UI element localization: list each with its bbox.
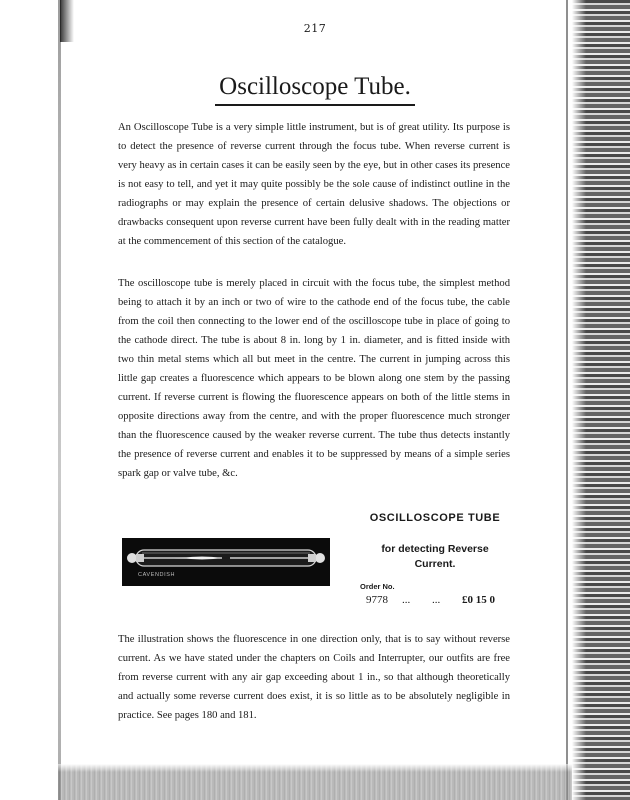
product-price: £0 15 0 [462, 594, 495, 606]
order-row [366, 594, 526, 610]
photo-label: CAVENDISH [138, 572, 176, 578]
product-subtitle-line-1: for detecting Reverse [381, 543, 489, 555]
scan-right-rule [566, 0, 568, 800]
product-subtitle-line-2: Current. [414, 558, 456, 570]
scan-right-margin [572, 0, 630, 800]
paragraph-illustration-note: The illustration shows the fluorescence in one direction only, that is to say without reverse current. As we have stated under the chapters on Coils and Interrupter, our outfits are free from reverse current with any air gap exceeding about 1 in., so that although theoretically and actually some reverse current does exist, it is so little as to be absolutely negligible in practice. See pages 180 and 181. [118, 634, 510, 721]
tube-illustration [122, 538, 330, 586]
order-number: 9778 [366, 594, 388, 606]
page-title-text: Oscilloscope Tube. [215, 72, 415, 106]
scan-left-edge [58, 0, 61, 800]
product-subtitle [350, 542, 520, 572]
scan-corner-shadow [60, 0, 74, 42]
order-number-label: Order No. [360, 582, 395, 591]
leader-dots: ... [432, 594, 441, 606]
scan-bottom-band [58, 764, 572, 800]
product-title: OSCILLOSCOPE TUBE [369, 512, 501, 524]
oscilloscope-tube-photo [122, 538, 330, 586]
paragraph-description: The oscilloscope tube is merely placed in circuit with the focus tube, the simplest method being to attach it by an inch or two of wire to the cathode end of the focus tube, the cable from the coil then connecting to the lower end of the oscilloscope tube in place of going to the cathode direct. The tube is about 8 in. long by 1 in. diameter, and is fitted inside with two thin metal stems which all but meet in the centre. The current in jumping across this little gap creates a fluorescence which appears to be blown along one stem by the passing current. If reverse current is flowing the fluorescence appears on both of the little stems in opposite directions away from the centre, and with the proper fluorescence much stronger than the fluorescence caused by the weaker reverse current. The tube thus detects instantly the presence of reverse current and enables it to be suppressed by means of a simple series spark gap or valve tube, &c. [118, 278, 510, 479]
paragraph-introduction: An Oscilloscope Tube is a very simple little instrument, but is of great utility. Its purpose is to detect the presence of reverse current through the focus tube. When reverse current is very heavy as in certain cases it can be easily seen by the eye, but in other cases its presence is not easy to tell, and yet it may quite possibly be the sole cause of indistinct outline in the radiographs or may explain the presence of certain delusive shadows. The objections or drawbacks consequent upon reverse current have been fully dealt with in the reading matter at the commencement of this section of the catalogue. [118, 122, 510, 247]
page-number: 217 [303, 22, 327, 35]
leader-dots: ... [402, 594, 411, 606]
page-title [0, 72, 630, 106]
